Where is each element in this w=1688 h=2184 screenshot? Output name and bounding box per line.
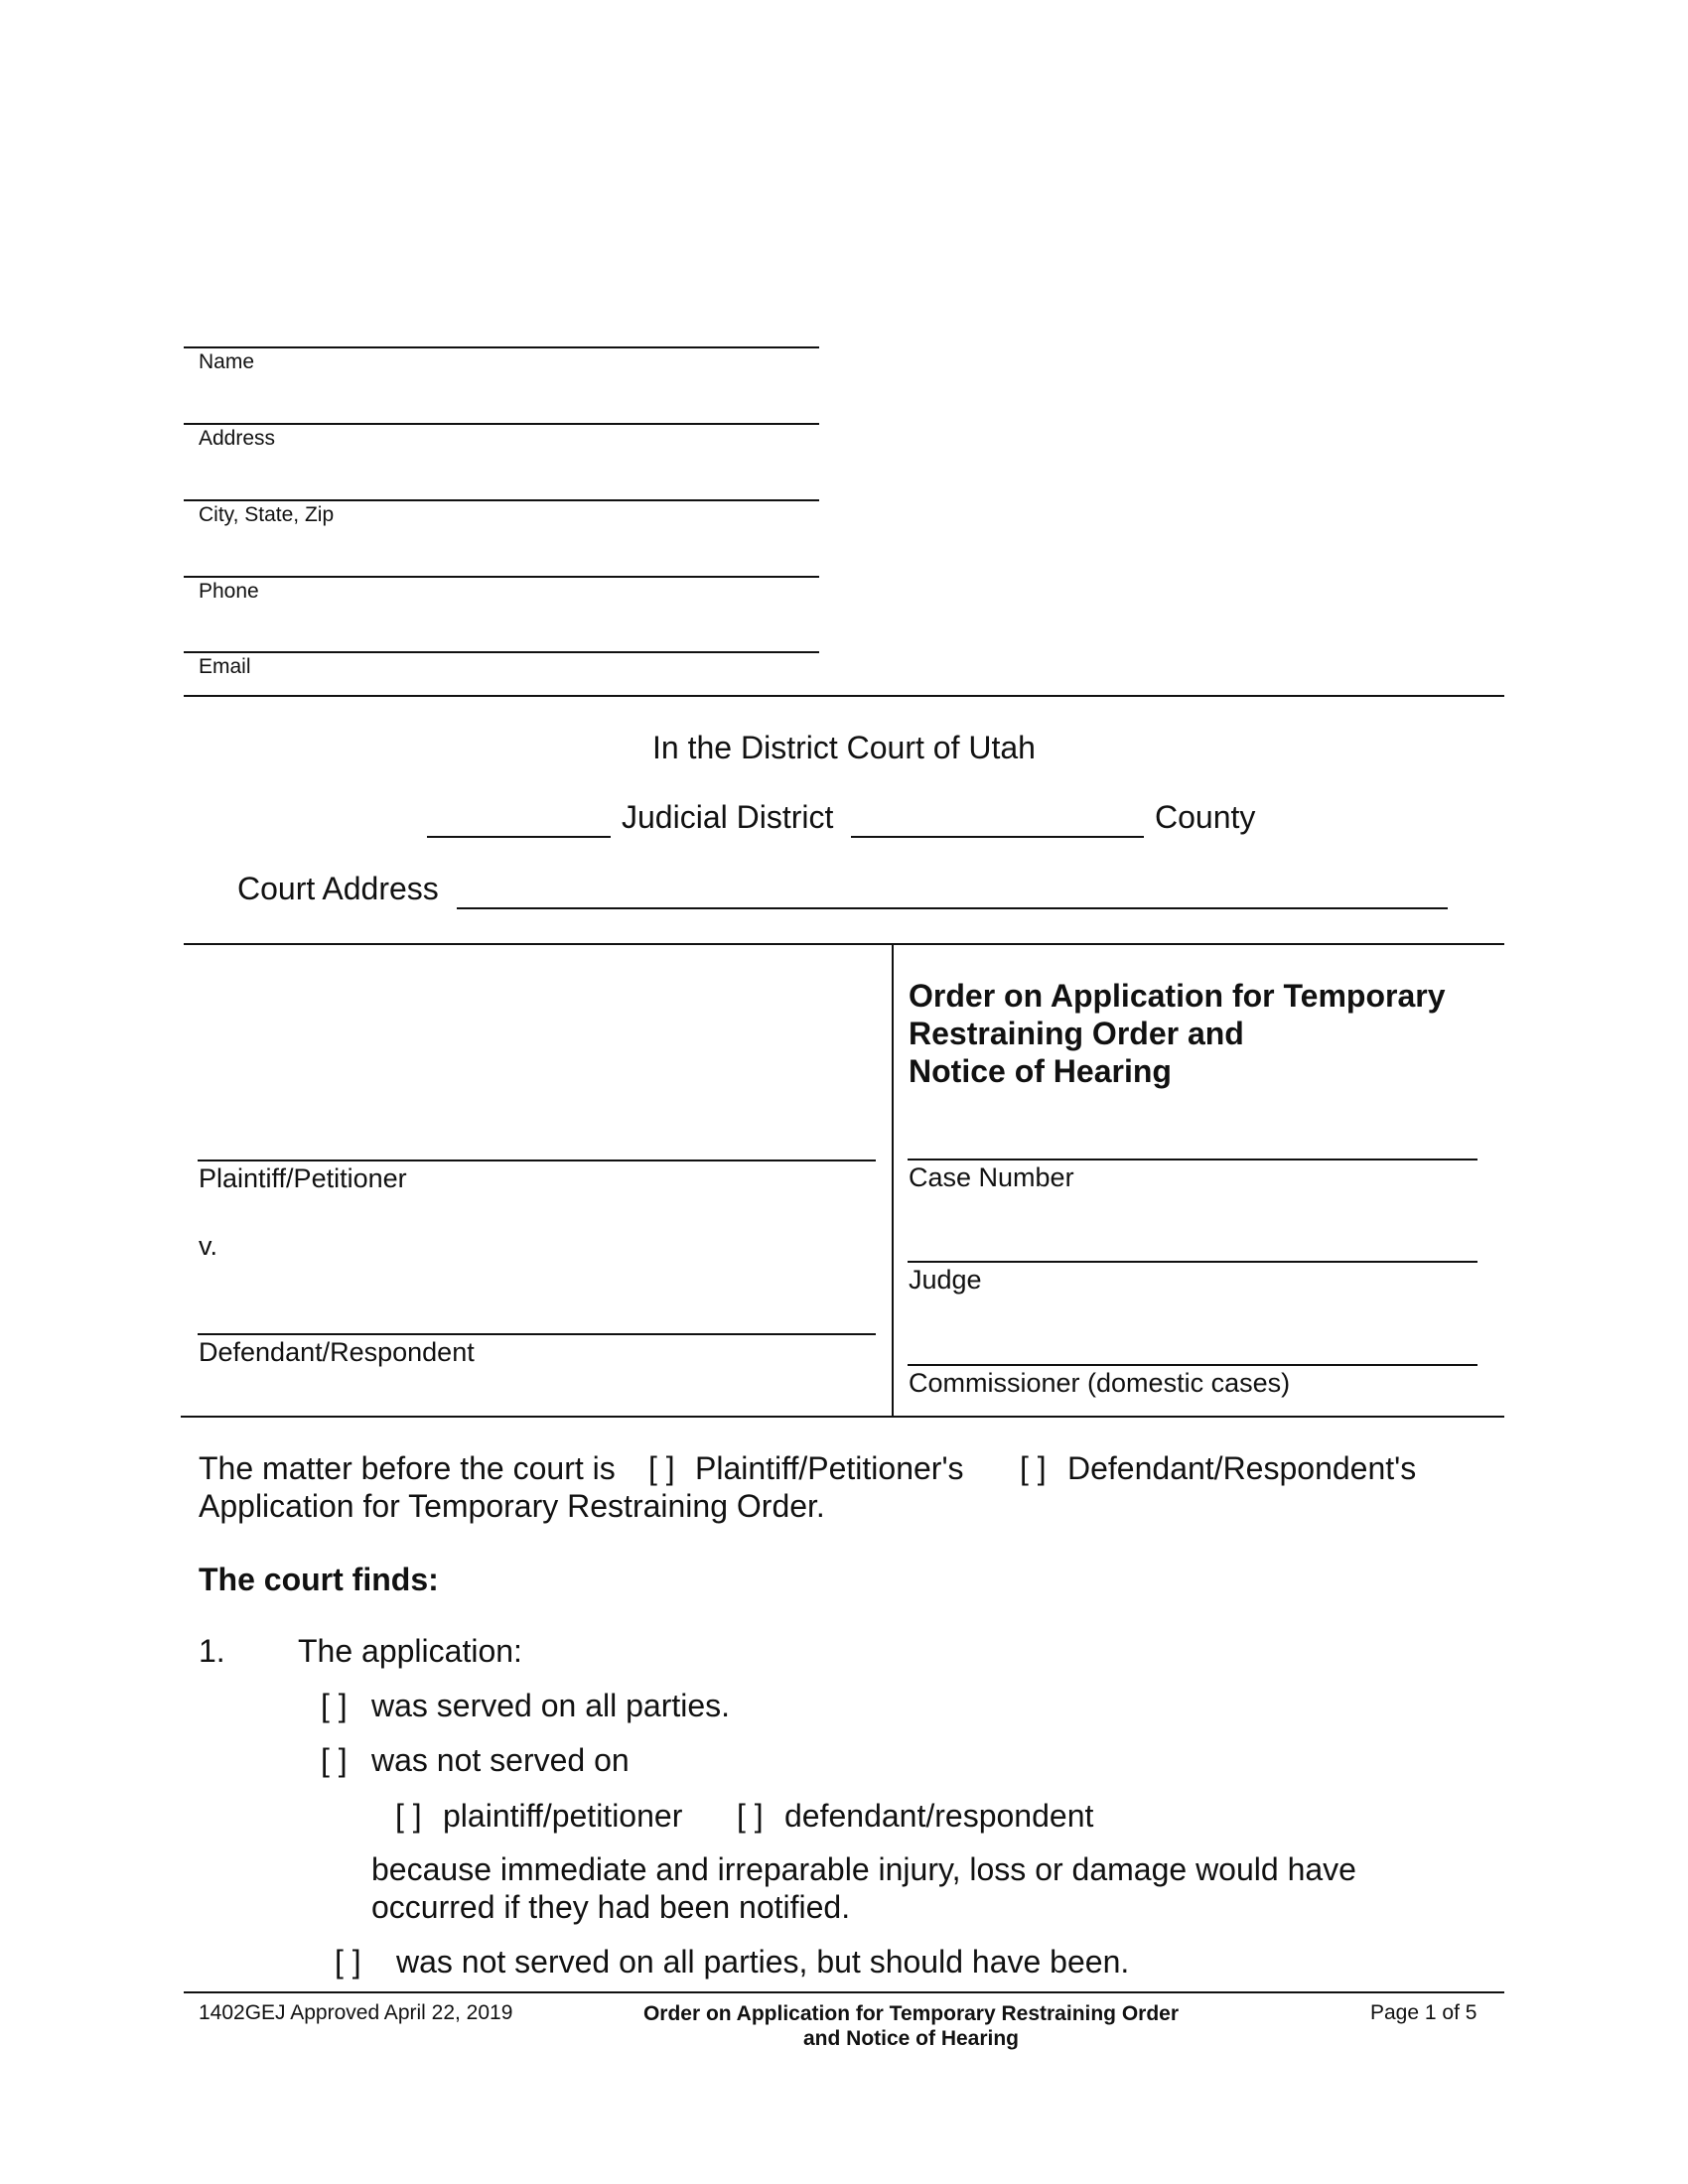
name-line[interactable] — [184, 346, 819, 348]
caption-bottom-border — [181, 1416, 1504, 1418]
not-served-plaintiff-checkbox[interactable]: [ ] — [395, 1798, 422, 1834]
should-have-been-checkbox[interactable]: [ ] — [335, 1944, 361, 1979]
city-state-zip-line[interactable] — [184, 499, 819, 501]
not-served-label: was not served on — [371, 1742, 630, 1778]
footer-title-line-2: and Notice of Hearing — [802, 2027, 1020, 2050]
footer-title — [596, 2001, 1226, 2051]
plaintiff-line[interactable] — [198, 1160, 876, 1161]
defendant-checkbox[interactable]: [ ] — [1020, 1450, 1047, 1486]
email-line[interactable] — [184, 651, 819, 653]
served-all-checkbox[interactable]: [ ] — [321, 1688, 348, 1723]
not-served-plaintiff-label: plaintiff/petitioner — [443, 1798, 683, 1834]
address-label: Address — [199, 427, 276, 450]
matter-line-2: Application for Temporary Restraining Order. — [199, 1488, 825, 1524]
name-label: Name — [199, 350, 255, 373]
footer-form-id: 1402GEJ Approved April 22, 2019 — [199, 2001, 513, 2024]
judicial-district-field[interactable] — [427, 799, 611, 838]
judicial-district-label: Judicial District — [622, 799, 834, 835]
item-1-text: The application: — [298, 1633, 522, 1669]
matter-prefix: The matter before the court is — [199, 1450, 616, 1486]
because-line-1: because immediate and irreparable injury, loss or damage would have — [371, 1851, 1356, 1887]
court-finds-heading: The court finds: — [199, 1562, 439, 1597]
because-line-2: occurred if they had been notified. — [371, 1889, 851, 1925]
caption-divider — [892, 943, 894, 1416]
separator-top — [184, 695, 1504, 697]
not-served-defendant-label: defendant/respondent — [784, 1798, 1094, 1834]
defendant-line[interactable] — [198, 1333, 876, 1335]
should-have-been-label: was not served on all parties, but should have been. — [396, 1944, 1130, 1979]
footer-page-number: Page 1 of 5 — [1370, 2001, 1477, 2024]
not-served-checkbox[interactable]: [ ] — [321, 1742, 348, 1778]
case-number-label: Case Number — [909, 1162, 1074, 1192]
title-line-2: Restraining Order and — [909, 1016, 1244, 1051]
court-address-field[interactable] — [457, 871, 1448, 909]
title-line-3: Notice of Hearing — [909, 1053, 1172, 1089]
item-1-number: 1. — [199, 1633, 225, 1669]
plaintiff-checkbox[interactable]: [ ] — [648, 1450, 675, 1486]
document-title — [909, 977, 1446, 1090]
footer-title-line-1: Order on Application for Temporary Restraining Order — [642, 2002, 1180, 2025]
commissioner-line[interactable] — [908, 1364, 1477, 1366]
court-address-label: Court Address — [237, 871, 439, 906]
email-label: Email — [199, 655, 251, 678]
county-field[interactable] — [851, 799, 1144, 838]
court-heading: In the District Court of Utah — [652, 730, 1036, 765]
judge-label: Judge — [909, 1265, 982, 1295]
defendant-label: Defendant/Respondent — [199, 1337, 475, 1367]
case-number-line[interactable] — [908, 1159, 1477, 1160]
title-line-1: Order on Application for Temporary — [909, 978, 1446, 1014]
plaintiff-option-label: Plaintiff/Petitioner's — [695, 1450, 964, 1486]
not-served-defendant-checkbox[interactable]: [ ] — [737, 1798, 764, 1834]
served-all-label: was served on all parties. — [371, 1688, 731, 1723]
plaintiff-label: Plaintiff/Petitioner — [199, 1163, 407, 1193]
judge-line[interactable] — [908, 1261, 1477, 1263]
county-label: County — [1155, 799, 1256, 835]
phone-label: Phone — [199, 580, 259, 603]
caption-top-border — [184, 943, 1504, 945]
defendant-option-label: Defendant/Respondent's — [1067, 1450, 1417, 1486]
phone-line[interactable] — [184, 576, 819, 578]
versus-label: v. — [199, 1231, 217, 1261]
commissioner-label: Commissioner (domestic cases) — [909, 1368, 1291, 1398]
footer-separator — [184, 1991, 1504, 1993]
city-state-zip-label: City, State, Zip — [199, 503, 335, 526]
address-line[interactable] — [184, 423, 819, 425]
